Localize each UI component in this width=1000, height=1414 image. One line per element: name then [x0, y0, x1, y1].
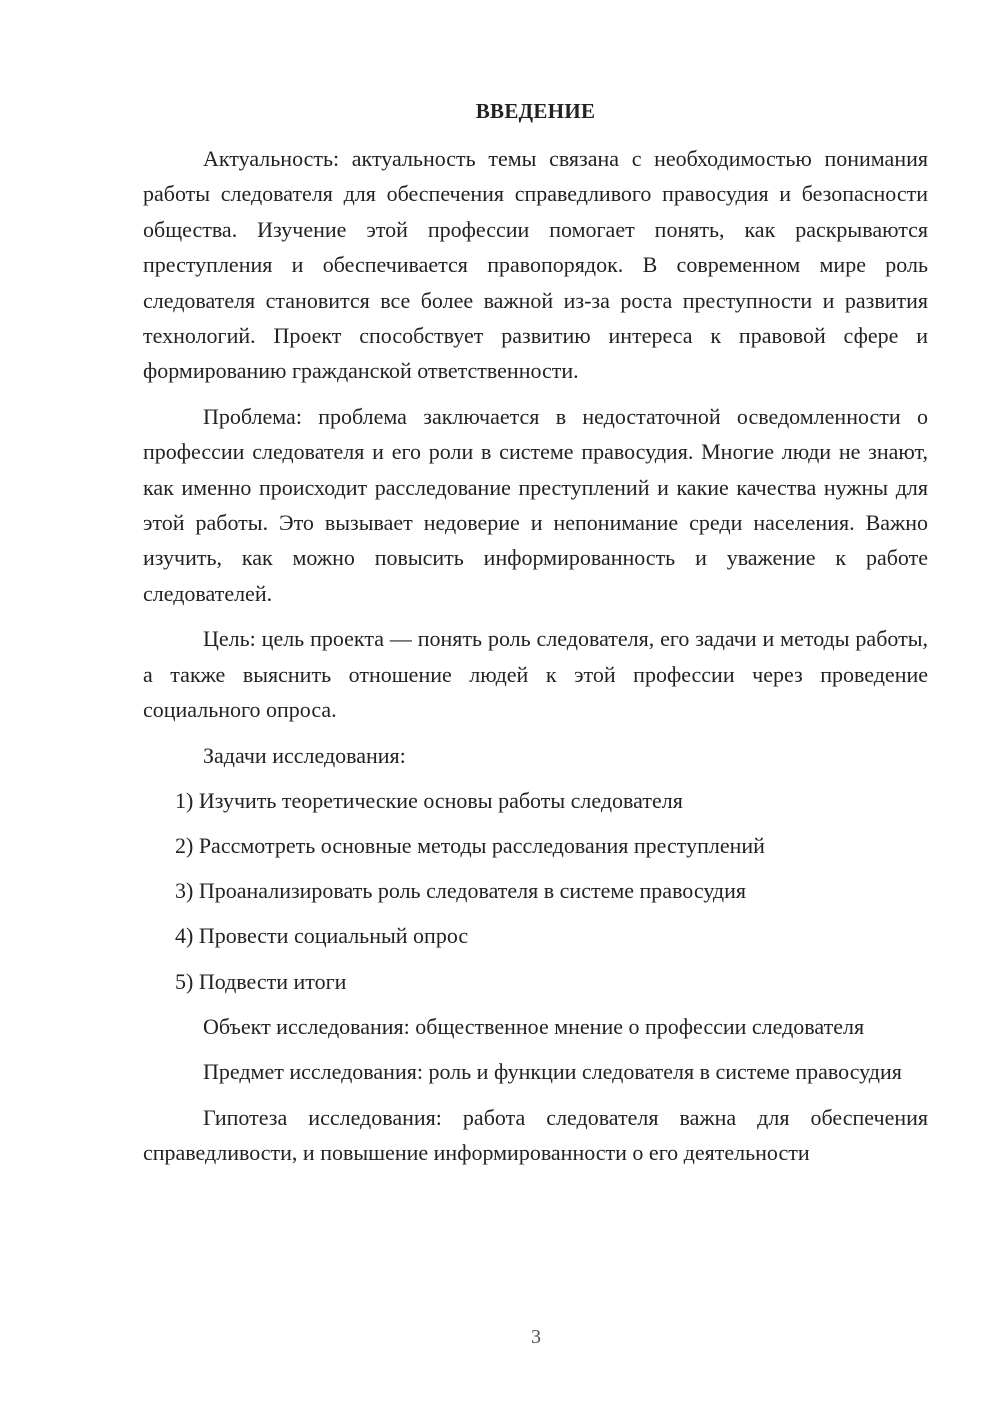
- task-item: 1) Изучить теоретические основы работы следователя: [175, 787, 683, 813]
- task-list: [143, 783, 928, 999]
- paragraph-subject: Предмет исследования: роль и функции следователя в системе правосудия: [203, 1059, 902, 1085]
- task-item: 3) Проанализировать роль следователя в системе правосудия: [175, 878, 747, 904]
- paragraph-object: Объект исследования: общественное мнение о профессии следователя: [203, 1013, 865, 1039]
- page-content: [143, 94, 928, 1171]
- task-item: 4) Провести социальный опрос: [175, 923, 469, 949]
- tasks-heading: Задачи исследования:: [203, 742, 406, 768]
- page-number: 3: [531, 1326, 541, 1348]
- task-item: 5) Подвести итоги: [175, 968, 347, 994]
- task-item: 2) Рассмотреть основные методы расследования преступлений: [175, 832, 765, 858]
- paragraph-problem: Проблема: проблема заключается в недостаточной осведомленности о профессии следователя и его роли в системе правосудия. Многие люди не знают, как именно происходит расследование преступлений и какие качества нужны для этой работы. Это вызывает недоверие и непонимание среди населения. Важно изучить, как можно повысить информированность и уважение к работе следователей.: [143, 403, 928, 606]
- page-title: ВВЕДЕНИЕ: [475, 99, 596, 123]
- paragraph-relevance: Актуальность: актуальность темы связана с необходимостью понимания работы следователя для обеспечения справедливого правосудия и безопасности общества. Изучение этой профессии помогает понять, как раскрываются преступления и обеспечивается правопорядок. В современном мире роль следователя становится все более важной из-за роста преступности и развития технологий. Проект способствует развитию интереса к правовой сфере и формированию гражданской ответственности.: [143, 146, 928, 384]
- paragraph-hypothesis: Гипотеза исследования: работа следователя важна для обеспечения справедливости, и повышение информированности о его деятельности: [143, 1104, 928, 1166]
- paragraph-goal: Цель: цель проекта — понять роль следователя, его задачи и методы работы, а также выяснить отношение людей к этой профессии через проведение социального опроса.: [143, 626, 928, 723]
